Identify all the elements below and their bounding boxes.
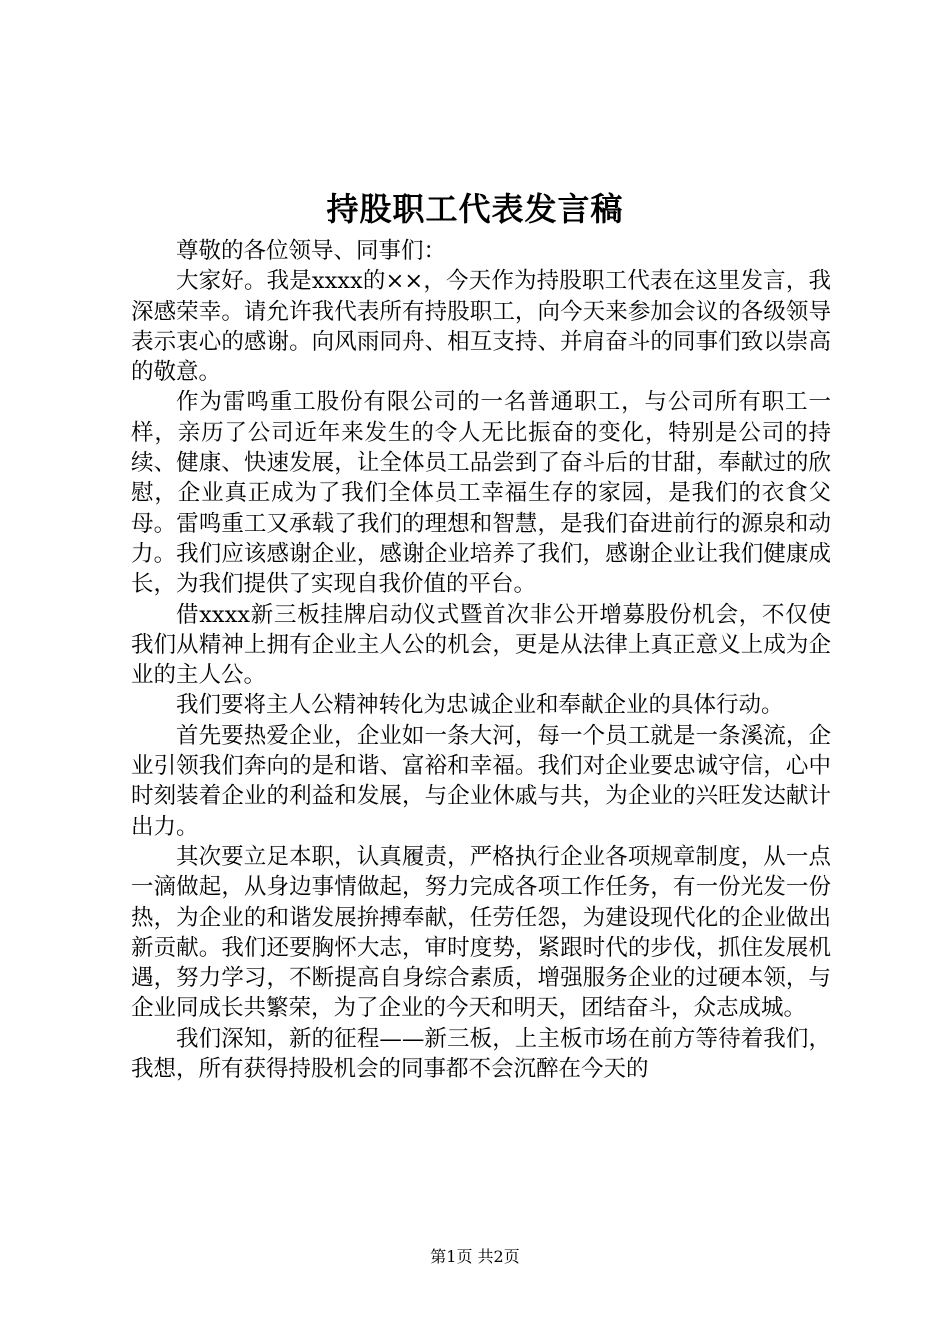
- salutation: 尊敬的各位领导、同事们：: [176, 238, 447, 264]
- document-body: [131, 236, 831, 1084]
- document-title: 持股职工代表发言稿: [326, 190, 624, 228]
- paragraph-greeting: 大家好。我是xxxx的××，今天作为持股职工代表在这里发言，我深感荣幸。请允许我代表所有持股职工，向今天来参加会议的各级领导表示衷心的感谢。向风雨同舟、相互支持、并肩奋斗的同事们致以崇高的敬意。: [131, 268, 831, 386]
- paragraph-listing: 借xxxx新三板挂牌启动仪式暨首次非公开增募股份机会，不仅使我们从精神上拥有企业主人公的机会，更是从法律上真正意义上成为企业的主人公。: [131, 601, 831, 689]
- paragraph-second: 其次要立足本职，认真履责，严格执行企业各项规章制度，从一点一滴做起，从身边事情做起，努力完成各项工作任务，有一份光发一份热，为企业的和谐发展拚搏奉献，任劳任怨，为建设现代化的企业做出新贡献。我们还要胸怀大志，审时度势，紧跟时代的步伐，抓住发展机遇，努力学习，不断提高自身综合素质，增强服务企业的过硬本领，与企业同成长共繁荣，为了企业的今天和明天，团结奋斗，众志成城。: [131, 843, 831, 1022]
- page-number-footer: 第1页 共2页: [430, 1247, 520, 1266]
- paragraph-action: 我们要将主人公精神转化为忠诚企业和奉献企业的具体行动。: [176, 692, 784, 719]
- paragraph-first: 首先要热爱企业，企业如一条大河，每一个员工就是一条溪流，企业引领我们奔向的是和谐、富裕和幸福。我们对企业要忠诚守信，心中时刻装着企业的利益和发展，与企业休戚与共，为企业的兴旺发达献计出力。: [131, 722, 831, 840]
- paragraph-gratitude: 作为雷鸣重工股份有限公司的一名普通职工，与公司所有职工一样，亲历了公司近年来发生的令人无比振奋的变化，特别是公司的持续、健康、快速发展，让全体员工品尝到了奋斗后的甘甜，奉献过的欣慰，企业真正成为了我们全体员工幸福生存的家园，是我们的衣食父母。雷鸣重工又承载了我们的理想和智慧，是我们奋进前行的源泉和动力。我们应该感谢企业，感谢企业培养了我们，感谢企业让我们健康成长，为我们提供了实现自我价值的平台。: [131, 389, 831, 598]
- paragraph-closing: 我们深知，新的征程——新三板，上主板市场在前方等待着我们，我想，所有获得持股机会的同事都不会沉醉在今天的: [131, 1025, 831, 1083]
